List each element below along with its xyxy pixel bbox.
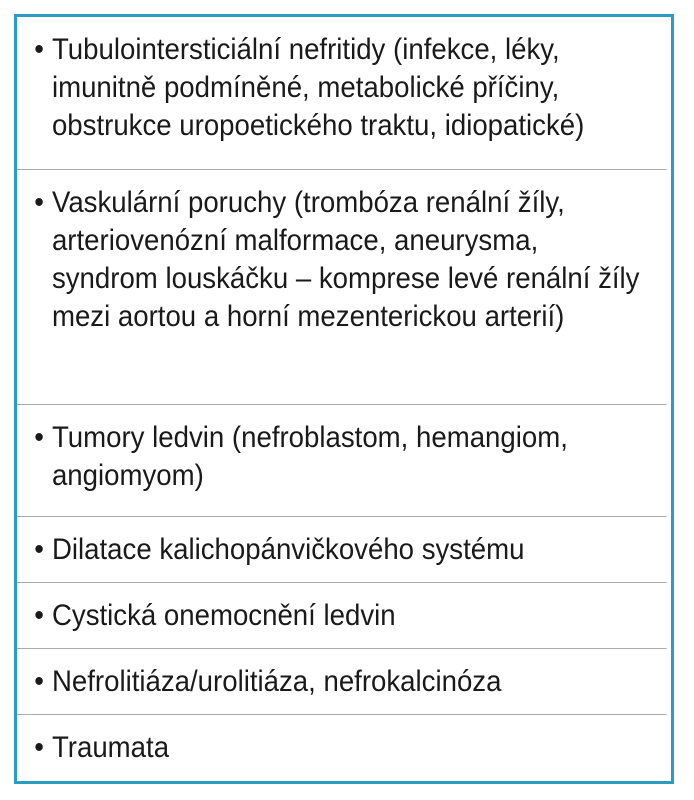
list-item-text: Cystická onemocnění ledvin: [51, 598, 396, 632]
bullet-icon: •: [34, 532, 44, 566]
list-item: [17, 405, 667, 517]
list-item: [17, 583, 667, 649]
bullet-icon: •: [34, 598, 44, 632]
bullet-icon: •: [34, 186, 44, 220]
bullet-icon: •: [34, 421, 44, 455]
list-item-text: Dilatace kalichopánvičkového systému: [51, 532, 525, 566]
list-item-text: Tumory ledvin (nefroblastom, hemangiom, angiomyom): [51, 421, 568, 493]
bullet-icon: •: [34, 33, 44, 66]
bullet-icon: •: [34, 730, 44, 764]
list-table: [14, 14, 674, 784]
list-item: [17, 649, 667, 715]
list-item: [17, 715, 667, 781]
list-item-text: Traumata: [51, 730, 170, 764]
bullet-icon: •: [34, 664, 44, 698]
list-item-text: Tubulointersticiální nefritidy (infekce, léky, imunitně podmíněné, metabolické příčiny, obstrukce uropoetického traktu, idiopatické): [51, 33, 585, 142]
list-item-text: Nefrolitiáza/urolitiáza, nefrokalcinóza: [51, 664, 502, 698]
list-item: [17, 517, 667, 583]
list-item: [17, 17, 667, 170]
list-item-text: Vaskulární poruchy (trombóza renální žíly, arteriovenózní malformace, aneurysma, syndrom louskáčku – komprese levé renální žíly mezi aortou a horní mezenterickou arterií): [51, 186, 640, 334]
list-item: [17, 170, 667, 405]
